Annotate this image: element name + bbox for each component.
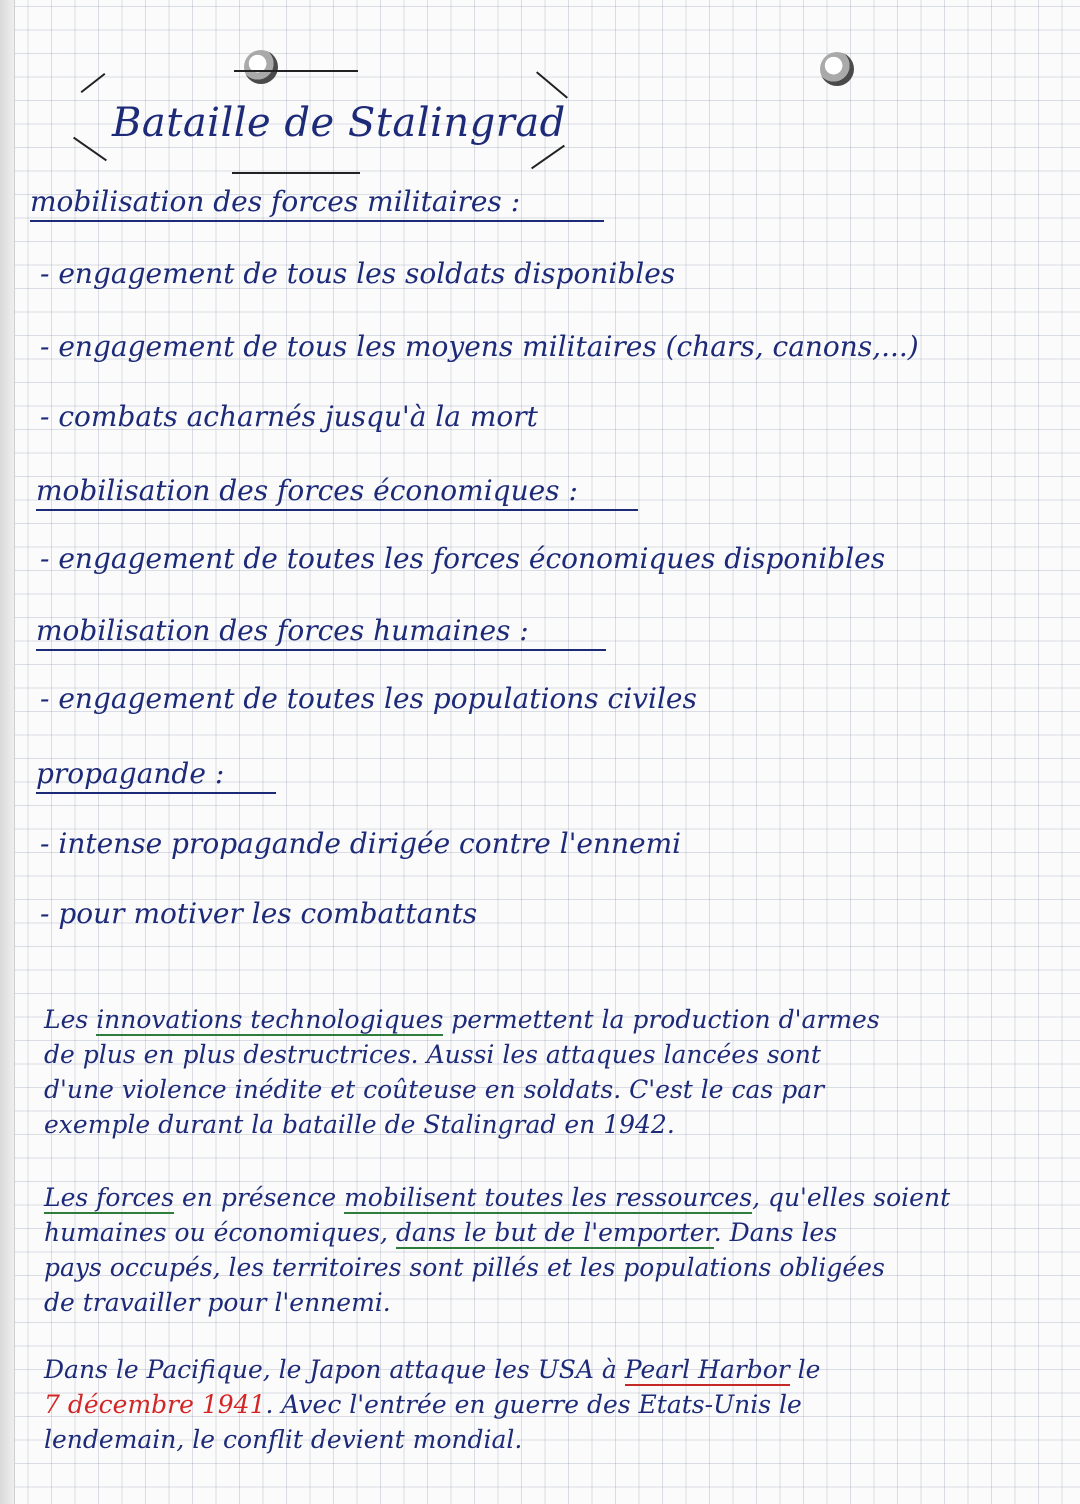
paragraph-line: pays occupés, les territoires sont pillés et les populations obligées [44,1253,885,1282]
bullet-item: - engagement de toutes les populations civiles [40,682,697,715]
bullet-item: - engagement de toutes les forces économiques disponibles [40,542,886,575]
paragraph-line: Les innovations technologiques permettent la production d'armes [44,1005,880,1034]
title-deco-line [73,137,107,162]
page-binding [0,0,15,1504]
punch-hole-right [820,52,854,86]
paragraph-line: de plus en plus destructrices. Aussi les attaques lancées sont [44,1040,821,1069]
bullet-item: - intense propagande dirigée contre l'ennemi [40,827,682,860]
paragraph-line: de travailler pour l'ennemi. [44,1288,391,1317]
paragraph-line: exemple durant la bataille de Stalingrad en 1942. [44,1110,675,1139]
paragraph-line: lendemain, le conflit devient mondial. [44,1425,523,1454]
bullet-item: - engagement de tous les moyens militaires (chars, canons,...) [40,330,919,363]
title-deco-line [536,71,568,98]
title-deco-line [234,70,358,72]
paragraph-line: d'une violence inédite et coûteuse en soldats. C'est le cas par [44,1075,825,1104]
underlined-phrase: Pearl Harbor [624,1355,790,1384]
date-highlight: 7 décembre 1941 [44,1390,266,1419]
underlined-phrase: dans le but de l'emporter [395,1218,714,1247]
paragraph-forces [44,1180,950,1320]
section-heading-human: mobilisation des forces humaines : [36,617,606,651]
paragraph-line: 7 décembre 1941. Avec l'entrée en guerre des Etats-Unis le [44,1390,802,1419]
section-heading-economic: mobilisation des forces économiques : [36,477,638,511]
title-deco-line [232,172,360,174]
bullet-item: - engagement de tous les soldats disponibles [40,257,676,290]
paragraph-line: Dans le Pacifique, le Japon attaque les USA à Pearl Harbor le [44,1355,821,1384]
section-heading-propaganda: propagande : [36,760,276,794]
title-deco-line [531,145,565,170]
title-deco-line [81,73,106,93]
bullet-item: - combats acharnés jusqu'à la mort [40,400,538,433]
underlined-phrase: Les forces [44,1183,175,1212]
paragraph-pacific [44,1352,820,1457]
bullet-item: - pour motiver les combattants [40,897,478,930]
underlined-phrase: mobilisent toutes les ressources [344,1183,753,1212]
underlined-phrase: innovations technologiques [96,1005,444,1034]
paragraph-innovations [44,1002,880,1142]
punch-hole-left [244,50,278,84]
paragraph-line: humaines ou économiques, dans le but de l'emporter. Dans les [44,1218,838,1247]
page-title: Bataille de Stalingrad [112,100,566,146]
section-heading-military: mobilisation des forces militaires : [30,188,604,222]
paragraph-line: Les forces en présence mobilisent toutes les ressources, qu'elles soient [44,1183,951,1212]
